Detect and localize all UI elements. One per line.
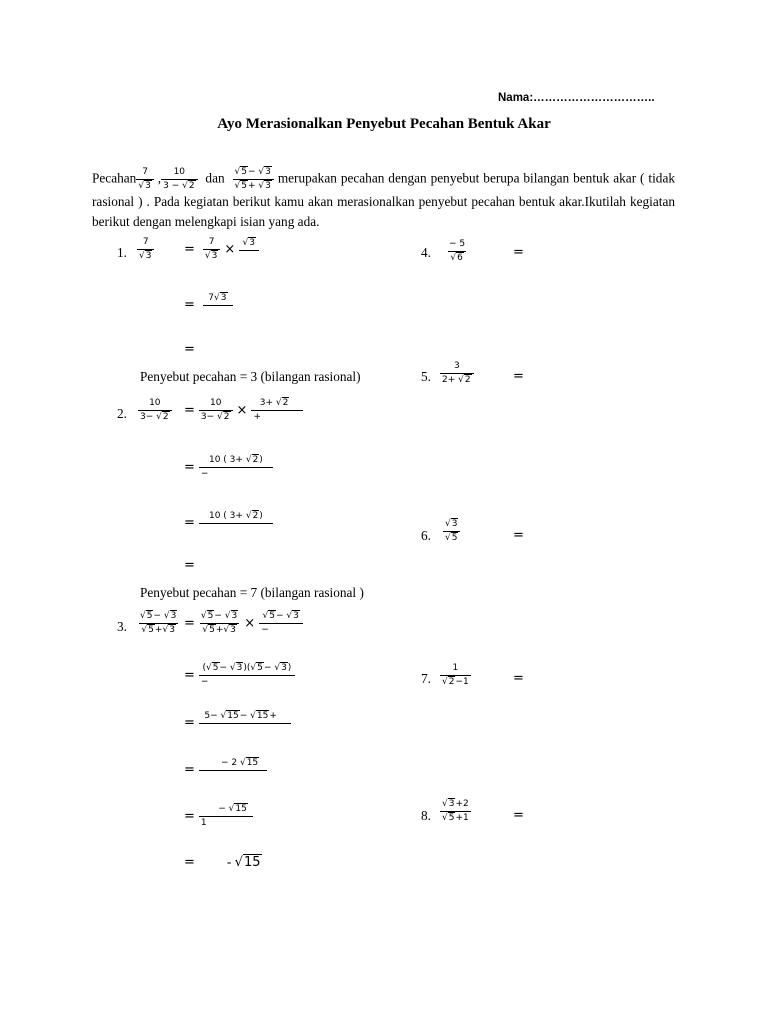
sqrt-symbol: √ [450,253,457,263]
radicand: 3 [169,625,175,635]
problem-7-question [440,663,471,688]
problem-7-number: 7. [421,671,431,686]
fraction-denominator-part: 2+ [442,375,459,385]
sqrt-symbol: √ [245,511,252,521]
sqrt-symbol: √ [245,455,252,465]
sqrt-symbol: √ [200,611,207,621]
operator: − [214,611,225,621]
sqrt-symbol: √ [138,181,145,191]
fraction-numerator: 3 [453,361,460,371]
problem-3-question [138,611,179,636]
fraction-numerator: 10 [209,398,222,408]
radicand: 3 [451,519,458,529]
operator: + [154,625,163,635]
problem-6-question [443,519,460,544]
times-sign: × [224,242,236,258]
fraction-numerator-part: 5− [204,711,221,721]
problem-8-question [440,799,471,824]
sqrt-symbol: √ [163,611,170,621]
sqrt-symbol: √ [217,412,223,422]
operator: − [263,663,275,673]
equals-sign: = [184,668,195,684]
sqrt-symbol: √ [229,663,236,673]
operator: − [247,167,259,177]
radicand: 3 [281,663,287,673]
sqrt-symbol: √ [445,519,451,529]
fraction-numerator: 10 [173,167,186,177]
sqrt-symbol: √ [224,611,231,621]
fraction-numerator: 7 [208,237,215,247]
radicand: 5 [269,611,275,621]
radicand: 5 [207,611,214,621]
fraction-numerator: 1 [452,663,459,673]
radicand: 2 [282,398,289,408]
problem-2-step-2 [184,455,273,480]
problem-2-number: 2. [117,406,127,421]
radicand: 3 [293,611,299,621]
fraction-denominator-part: −1 [455,677,469,687]
sqrt-symbol: √ [445,533,451,543]
radicand: 2 [464,375,471,385]
intro-fraction-3 [233,167,274,192]
radicand: 2 [252,511,259,521]
sqrt-symbol: √ [214,293,220,303]
sqrt-symbol: √ [220,711,227,721]
problem-5-equals: = [513,369,524,384]
sqrt-symbol: √ [250,711,256,721]
sqrt-symbol: √ [139,251,145,261]
problem-2-step-1 [184,398,303,423]
problem-3-step-3 [184,711,291,735]
radicand: 3 [265,181,271,191]
multiplier-fraction [239,238,259,262]
sqrt-symbol: √ [258,167,265,177]
times-sign: × [236,403,248,419]
sqrt-symbol: √ [234,181,241,191]
fraction-numerator-part: +2 [455,799,469,809]
problem-1-question [137,237,154,262]
operator: + [247,181,259,191]
fraction-denominator: − [199,675,295,688]
radicand: 5 [212,663,219,673]
problem-5-number: 5. [421,369,431,384]
equals-sign: = [184,460,195,476]
radicand: 15 [246,758,259,768]
problem-1-number: 1. [117,245,127,260]
sqrt-symbol: √ [182,181,188,191]
radicand: 3 [448,799,455,809]
fraction-denominator: + [251,410,303,423]
equals-sign: = [184,242,195,258]
problem-2-question [138,398,172,423]
radicand: 5 [146,611,153,621]
sqrt-symbol: √ [206,663,212,673]
equals-sign: = [184,403,195,419]
radicand: 2 [188,181,195,191]
problem-6-equals: = [513,528,524,543]
problem-2-note: Penyebut pecahan = 7 (bilangan rasional ) [140,585,364,600]
sqrt-symbol: √ [156,412,162,422]
fraction-numerator-part: 3+ [259,398,276,408]
radicand: 5 [241,181,247,191]
sqrt-symbol: √ [140,611,146,621]
fraction-numerator-part: − [218,804,229,814]
intro-rest: merupakan pecahan dengan penyebut berupa bilangan bentuk akar ( tidak rasional ) . Pada kegiatan berikut kamu akan merasionalkan penyebut pecahan bentuk akar.Ikutilah kegiatan berikut dengan melengkapi isian yang ada. [92,170,676,229]
sqrt-symbol: √ [228,804,235,814]
problem-3-number: 3. [117,619,127,634]
problem-1-step-3-equals: = [184,342,195,357]
radicand: 15 [256,711,269,721]
equals-sign: = [184,809,195,825]
radicand: 5 [451,533,458,543]
fraction-denominator: − [199,467,273,480]
radicand: 2 [162,412,169,422]
equals-sign: = [184,616,195,632]
problem-2-step-3 [184,511,273,535]
sqrt-symbol: √ [223,625,230,635]
minus-sign: - [226,854,235,869]
radicand: 3 [145,251,152,261]
problem-2-step-4-equals: = [184,558,195,573]
fraction-denominator-part: +1 [455,813,469,823]
radicand: 6 [457,253,463,263]
fraction-numerator-part: 10 ( 3+ [208,511,246,521]
paren: ( [202,663,207,673]
radicand: 3 [220,293,227,303]
radicand: 15 [227,711,239,721]
operator: − [153,611,164,621]
sqrt-symbol: √ [286,611,293,621]
sqrt-symbol: √ [258,181,265,191]
intro-fraction-1 [136,167,153,192]
fraction-numerator-part: ) [259,455,263,465]
intro-word-pecahan: Pecahan [92,170,137,186]
problem-4-number: 4. [421,245,431,260]
problem-4-equals: = [513,245,524,260]
problem-1-note: Penyebut pecahan = 3 (bilangan rasional) [140,369,361,384]
sqrt-symbol: √ [202,625,209,635]
problem-8-equals: = [513,808,524,823]
sqrt-symbol: √ [242,237,249,248]
sqrt-symbol: √ [239,758,246,768]
sqrt-symbol: √ [442,799,448,809]
radicand: 5 [209,625,215,635]
paren: ) [287,663,292,673]
radicand: 15 [235,804,247,814]
operator: + [215,625,224,635]
fraction-numerator-part: ) [259,511,263,521]
sqrt-symbol: √ [204,251,211,261]
radicand: 3 [211,251,218,261]
problem-6-number: 6. [421,528,431,543]
operator: − [275,611,287,621]
name-field-label: Nama:………………………….. [498,92,655,104]
sqrt-symbol: √ [162,625,169,635]
sqrt-symbol: √ [442,677,448,687]
radicand: 15 [243,855,261,870]
sqrt-symbol: √ [275,398,282,408]
fraction-numerator: − 5 [449,239,466,249]
radicand: 5 [257,663,263,673]
intro-fraction-2 [161,167,197,192]
radicand: 5 [148,625,154,635]
intro-paragraph [92,167,675,232]
problem-7-equals: = [513,671,524,686]
radicand: 3 [265,167,271,177]
problem-3-step-2 [184,663,295,688]
sqrt-symbol: √ [442,813,448,823]
problem-3-step-4 [184,758,267,782]
equals-sign: = [184,855,195,870]
fraction-numerator: 10 [149,398,161,408]
operator: + [269,711,277,721]
equals-sign: = [184,515,195,531]
fraction-numerator: 7 [142,237,149,247]
fraction-numerator-part: − 2 [220,758,240,768]
radicand: 3 [230,625,236,635]
radicand: 2 [252,455,259,465]
radicand: 2 [223,412,230,422]
radicand: 3 [170,611,177,621]
radicand: 3 [236,663,243,673]
equals-sign: = [184,715,195,731]
sqrt-symbol: √ [234,167,241,177]
problem-8-number: 8. [421,808,431,823]
radicand: 5 [241,167,247,177]
intro-word-dan: dan [205,170,225,186]
sqrt-symbol: √ [250,663,257,673]
fraction-denominator-part: 3− [200,412,218,422]
fraction-denominator: 1 [199,816,253,829]
radicand: 3 [231,611,238,621]
sqrt-symbol: √ [458,375,464,385]
problem-3-step-5 [184,804,253,829]
fraction-numerator: 7 [208,293,215,303]
problem-1-step-1 [184,237,259,262]
radicand: 3 [249,237,256,248]
problem-4-question [447,239,467,264]
problem-5-question [440,361,474,386]
radicand: 3 [145,181,151,191]
sqrt-symbol: √ [141,625,148,635]
page-title: Ayo Merasionalkan Penyebut Pecahan Bentuk Akar [217,116,551,132]
sqrt-symbol: √ [262,611,269,621]
fraction-denominator: − [259,623,303,636]
fraction-numerator-part: 10 ( 3+ [208,455,246,465]
fraction-denominator-part: 3− [140,412,157,422]
fraction-numerator: 7 [142,167,148,177]
problem-3-answer [184,853,262,871]
intro-comma: , [157,170,162,186]
equals-sign: = [184,762,195,778]
sqrt-symbol: √ [274,663,281,673]
times-sign: × [244,616,256,632]
multiplier-fraction [251,398,303,423]
operator: − [239,711,251,721]
paren: )( [243,663,251,673]
sqrt-symbol: √ [234,855,243,870]
problem-3-step-1 [184,611,303,636]
radicand: 5 [448,813,455,823]
fraction-denominator-part: 3 − [163,181,183,191]
multiplier-fraction [259,611,303,636]
operator: − [219,663,230,673]
equals-sign: = [184,297,195,313]
radicand: 2 [448,677,455,687]
problem-1-step-2 [184,293,233,317]
